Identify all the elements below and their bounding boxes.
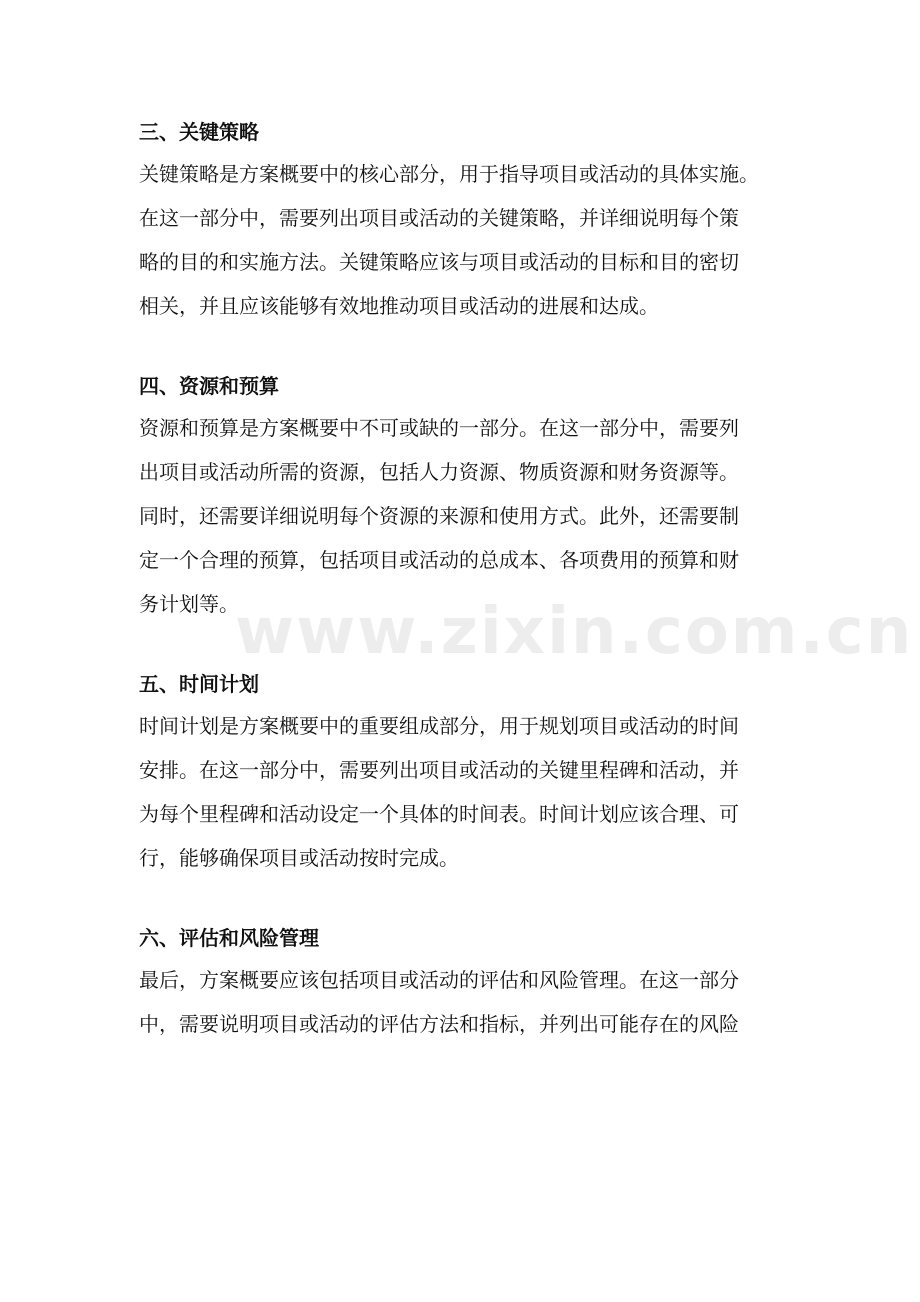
paragraph-line: 定一个合理的预算，包括项目或活动的总成本、各项费用的预算和财 [139,548,739,572]
paragraph-line: 相关，并且应该能够有效地推动项目或活动的进展和达成。 [139,294,659,318]
paragraph-line: 务计划等。 [139,592,239,616]
document-page [139,112,789,1046]
paragraph-line: 最后，方案概要应该包括项目或活动的评估和风险管理。在这一部分 [139,968,739,992]
section-key-strategy [139,112,789,328]
paragraph-line: 略的目的和实施方法。关键策略应该与项目或活动的目标和目的密切 [139,250,739,274]
section-heading: 四、资源和预算 [139,374,279,398]
paragraph-line: 同时，还需要详细说明每个资源的来源和使用方式。此外，还需要制 [139,504,739,528]
section-heading: 三、关键策略 [139,120,259,144]
section-heading: 五、时间计划 [139,672,259,696]
section-resources-budget [139,366,789,626]
paragraph-line: 出项目或活动所需的资源，包括人力资源、物质资源和财务资源等。 [139,460,739,484]
section-paragraph [139,958,789,1046]
section-evaluation-risk [139,918,789,1046]
section-paragraph [139,152,789,328]
paragraph-line: 行，能够确保项目或活动按时完成。 [139,846,459,870]
paragraph-line: 资源和预算是方案概要中不可或缺的一部分。在这一部分中，需要列 [139,416,739,440]
paragraph-line: 关键策略是方案概要中的核心部分，用于指导项目或活动的具体实施。 [139,162,759,186]
section-time-plan [139,664,789,880]
section-paragraph [139,704,789,880]
paragraph-line: 时间计划是方案概要中的重要组成部分，用于规划项目或活动的时间 [139,714,739,738]
section-paragraph [139,406,789,626]
section-heading: 六、评估和风险管理 [139,926,319,950]
paragraph-line: 在这一部分中，需要列出项目或活动的关键策略，并详细说明每个策 [139,206,739,230]
paragraph-line: 安排。在这一部分中，需要列出项目或活动的关键里程碑和活动，并 [139,758,739,782]
paragraph-line: 中，需要说明项目或活动的评估方法和指标，并列出可能存在的风险 [139,1012,739,1036]
watermark-text: www.zixin.com.cn [235,595,914,669]
paragraph-line: 为每个里程碑和活动设定一个具体的时间表。时间计划应该合理、可 [139,802,739,826]
